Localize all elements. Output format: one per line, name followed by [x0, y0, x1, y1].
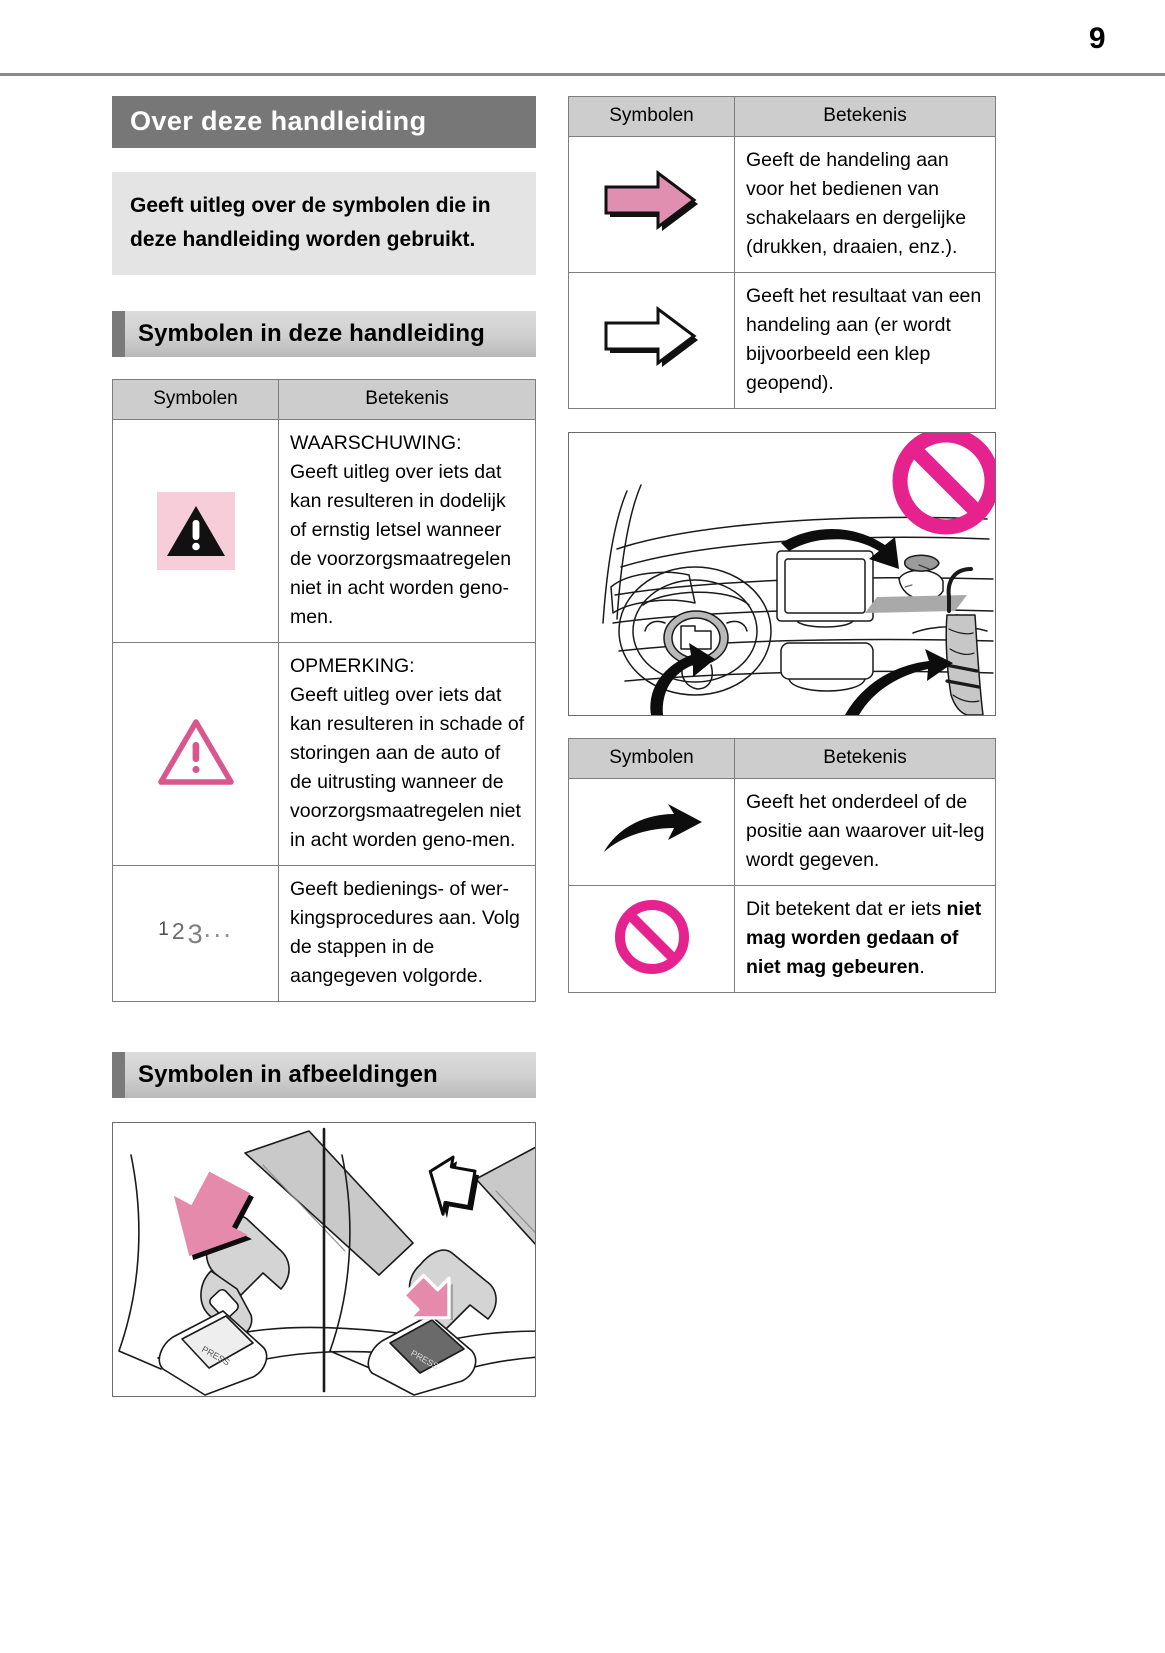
symbol-cell-pink-arrow	[569, 137, 735, 273]
table-row	[569, 137, 996, 273]
outline-arrow-right-icon	[600, 295, 704, 381]
warning-description: Geeft uitleg over iets dat kan resulteren in dodelijk of ernstig letsel wanneer de voorzorgsmaatregelen niet in acht worden geno-men.	[290, 461, 512, 628]
symbol-cell-prohibition	[569, 886, 735, 993]
prohibition-text-after: .	[919, 956, 925, 978]
prohibition-text-before: Dit betekent dat er iets	[746, 898, 947, 920]
svg-text:PRESS: PRESS	[409, 1348, 441, 1372]
meaning-cell-steps	[279, 866, 536, 1002]
warning-label: WAARSCHUWING:	[290, 432, 462, 454]
column-header-symbolen: Symbolen	[569, 739, 735, 779]
step-numbers-icon: 1 2 3···	[158, 917, 233, 949]
symbol-cell-black-arrow	[569, 779, 735, 886]
svg-text:PRESS: PRESS	[200, 1344, 232, 1368]
illustration-symbols-table	[568, 738, 996, 993]
meaning-cell-black-arrow: Geeft het onderdeel of de positie aan waarover uit-leg wordt gegeven.	[735, 779, 996, 886]
column-header-betekenis: Betekenis	[735, 739, 996, 779]
black-curved-arrow-icon	[598, 792, 706, 868]
meaning-cell-warning	[279, 420, 536, 643]
symbols-in-manual-table	[112, 379, 536, 1002]
symbol-cell-outline-arrow	[569, 273, 735, 409]
table-header-row	[569, 739, 996, 779]
section-heading-symbols-in-illustrations	[112, 1052, 536, 1098]
meaning-cell-pink-arrow: Geeft de handeling aan voor het bedienen van schakelaars en dergelijke (drukken, draaien, enz.).	[735, 137, 996, 273]
meaning-cell-notice	[279, 643, 536, 866]
meaning-cell-prohibition	[735, 886, 996, 993]
warning-triangle-icon	[157, 492, 235, 570]
column-header-symbolen: Symbolen	[569, 97, 735, 137]
column-header-betekenis: Betekenis	[735, 97, 996, 137]
table-row	[569, 779, 996, 886]
table-header-row	[569, 97, 996, 137]
left-column	[112, 96, 536, 1397]
right-column	[568, 96, 996, 993]
section-tab-marker	[112, 1052, 125, 1098]
symbol-cell-warning	[113, 420, 279, 643]
section-tab-marker	[112, 311, 125, 357]
section-heading-label: Symbolen in afbeeldingen	[138, 1061, 438, 1088]
section-heading-label: Symbolen in deze handleiding	[138, 320, 485, 347]
table-row	[113, 643, 536, 866]
section-heading-symbols-in-manual	[112, 311, 536, 357]
prohibition-circle-icon	[613, 890, 691, 984]
column-header-betekenis: Betekenis	[279, 380, 536, 420]
table-row	[569, 886, 996, 993]
table-row	[569, 273, 996, 409]
pink-arrow-right-icon	[600, 159, 704, 245]
seat-belt-illustration	[112, 1122, 536, 1397]
notice-description: Geeft uitleg over iets dat kan resulteren in schade of storingen aan de auto of de uitrusting wanneer de voorzorgsmaatregelen niet in acht worden geno-men.	[290, 684, 525, 851]
prohibition-text-bold: niet mag worden gedaan of niet mag gebeuren	[746, 898, 982, 978]
page-number: 9	[1088, 22, 1105, 55]
page-title: Over deze handleiding	[112, 96, 536, 148]
symbol-cell-steps	[113, 866, 279, 1002]
table-row	[113, 866, 536, 1002]
table-header-row	[113, 380, 536, 420]
lead-paragraph: Geeft uitleg over de symbolen die in deze handleiding worden gebruikt.	[112, 172, 536, 275]
table-row	[113, 420, 536, 643]
column-header-symbolen: Symbolen	[113, 380, 279, 420]
arrow-symbols-table	[568, 96, 996, 409]
notice-label: OPMERKING:	[290, 655, 415, 677]
dashboard-illustration	[568, 432, 996, 716]
header-divider	[0, 73, 1165, 76]
steps-description: Geeft bedienings- of wer-kingsprocedures aan. Volg de stappen in de aangegeven volgorde.	[290, 878, 520, 987]
meaning-cell-outline-arrow: Geeft het resultaat van een handeling aan (er wordt bijvoorbeeld een klep geopend).	[735, 273, 996, 409]
notice-triangle-icon	[156, 706, 236, 798]
symbol-cell-notice	[113, 643, 279, 866]
